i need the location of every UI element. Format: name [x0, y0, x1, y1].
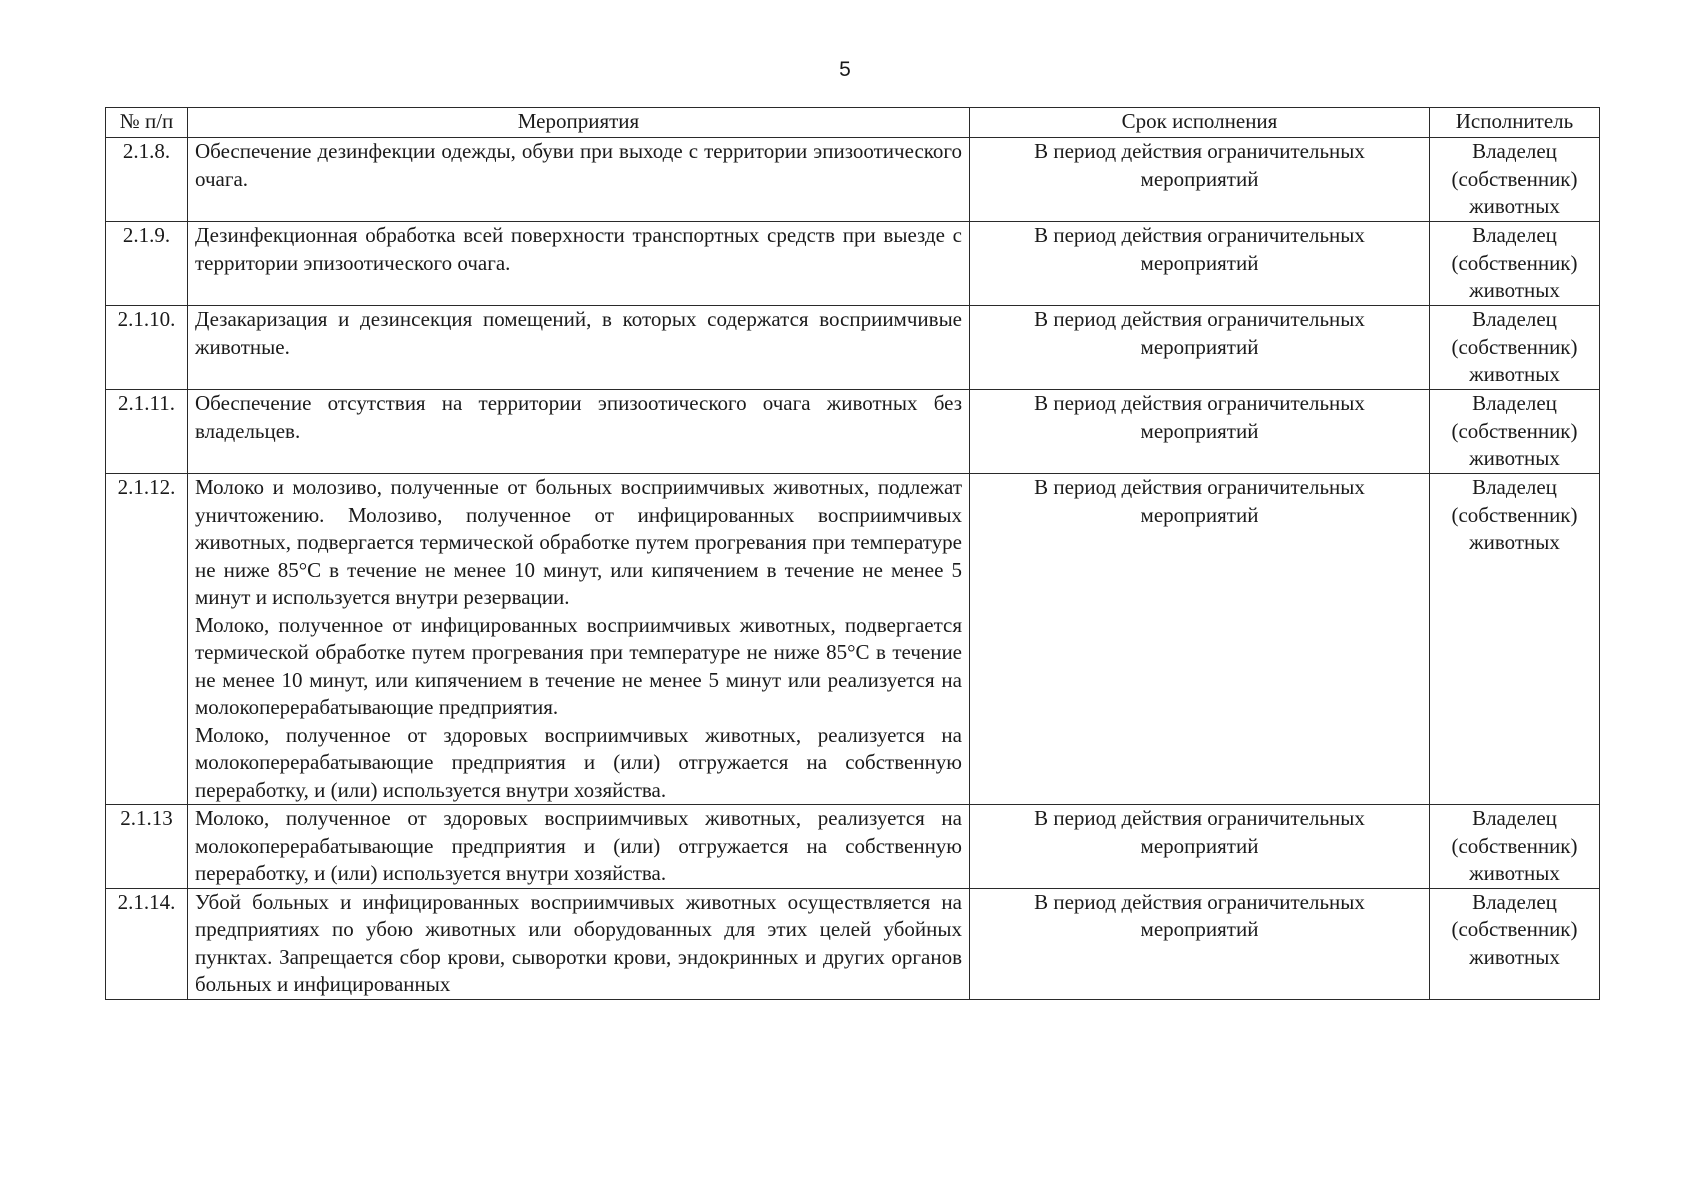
table-row [106, 805, 1600, 889]
term-cell: В период действия ограничительных мероприятий [970, 805, 1430, 889]
measure-cell [188, 888, 970, 999]
row-number: 2.1.13 [106, 805, 188, 889]
page-number: 5 [839, 58, 851, 81]
measure-cell [188, 805, 970, 889]
table-row [106, 888, 1600, 999]
header-term: Срок исполнения [970, 108, 1430, 138]
executor-cell: Владелец (собственник) животных [1430, 138, 1600, 222]
measure-cell [188, 306, 970, 390]
header-num: № п/п [106, 108, 188, 138]
row-number: 2.1.10. [106, 306, 188, 390]
measure-cell [188, 222, 970, 306]
measures-table [105, 107, 1600, 1000]
table-row [106, 474, 1600, 805]
measure-paragraph: Молоко, полученное от здоровых восприимчивых животных, реализуется на молокоперерабатывающие предприятия и (или) отгружается на собственную переработку, и (или) используется внутри хозяйства. [195, 806, 962, 885]
row-number: 2.1.11. [106, 390, 188, 474]
table-row [106, 306, 1600, 390]
header-measure: Мероприятия [188, 108, 970, 138]
term-cell: В период действия ограничительных мероприятий [970, 390, 1430, 474]
measure-cell [188, 138, 970, 222]
row-number: 2.1.12. [106, 474, 188, 805]
executor-cell: Владелец (собственник) животных [1430, 805, 1600, 889]
term-cell: В период действия ограничительных мероприятий [970, 222, 1430, 306]
header-executor: Исполнитель [1430, 108, 1600, 138]
row-number: 2.1.9. [106, 222, 188, 306]
measure-paragraph: Убой больных и инфицированных восприимчивых животных осуществляется на предприятиях по убою животных или оборудованных для этих целей убойных пунктах. Запрещается сбор крови, сыворотки крови, эндокринных и других органов больных и инфицированных [195, 889, 962, 996]
executor-cell: Владелец (собственник) животных [1430, 888, 1600, 999]
table-row [106, 390, 1600, 474]
executor-cell: Владелец (собственник) животных [1430, 306, 1600, 390]
executor-cell: Владелец (собственник) животных [1430, 474, 1600, 805]
table-row [106, 138, 1600, 222]
measure-paragraph: Молоко, полученное от инфицированных восприимчивых животных, подвергается термической обработке путем прогревания при температуре не ниже 85°С в течение не менее 10 минут, или кипячением в течение не менее 5 минут или реализуется на молокоперерабатывающие предприятия. [195, 612, 962, 719]
measure-cell [188, 390, 970, 474]
term-cell: В период действия ограничительных мероприятий [970, 306, 1430, 390]
measure-paragraph: Молоко и молозиво, полученные от больных восприимчивых животных, подлежат уничтожению. Молозиво, полученное от инфицированных восприимчивых животных, подвергается термической обработке путем прогревания при температуре не ниже 85°С в течение не менее 10 минут, или кипячением в течение не менее 5 минут и используется внутри резервации. [195, 475, 962, 609]
measure-paragraph: Дезинфекционная обработка всей поверхности транспортных средств при выезде с территории эпизоотического очага. [195, 223, 962, 275]
measure-paragraph: Обеспечение отсутствия на территории эпизоотического очага животных без владельцев. [195, 391, 962, 443]
measure-paragraph: Дезакаризация и дезинсекция помещений, в которых содержатся восприимчивые животные. [195, 307, 962, 359]
measure-cell [188, 474, 970, 805]
row-number: 2.1.8. [106, 138, 188, 222]
term-cell: В период действия ограничительных мероприятий [970, 138, 1430, 222]
executor-cell: Владелец (собственник) животных [1430, 390, 1600, 474]
measure-paragraph: Обеспечение дезинфекции одежды, обуви при выходе с территории эпизоотического очага. [195, 139, 962, 191]
term-cell: В период действия ограничительных мероприятий [970, 888, 1430, 999]
row-number: 2.1.14. [106, 888, 188, 999]
executor-cell: Владелец (собственник) животных [1430, 222, 1600, 306]
term-cell: В период действия ограничительных мероприятий [970, 474, 1430, 805]
table-row [106, 222, 1600, 306]
table-header-row [106, 108, 1600, 138]
measure-paragraph: Молоко, полученное от здоровых восприимчивых животных, реализуется на молокоперерабатывающие предприятия и (или) отгружается на собственную переработку, и (или) используется внутри хозяйства. [195, 722, 962, 802]
